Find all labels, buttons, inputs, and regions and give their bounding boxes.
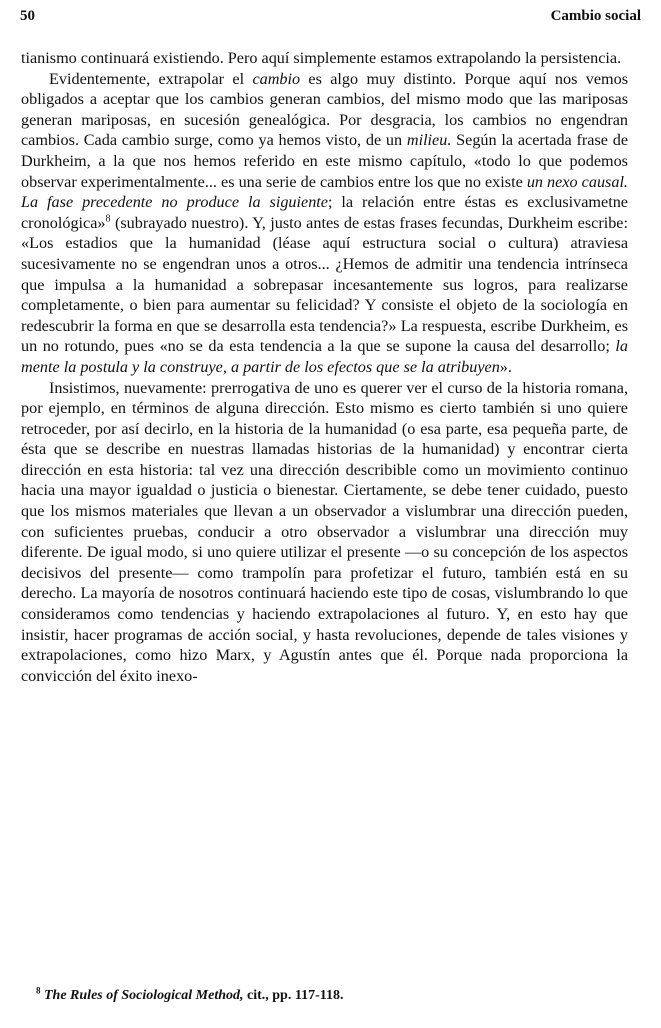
emphasis-cambio: cambio [252, 69, 301, 88]
paragraph-2: Evidentemente, extrapolar el cambio es algo muy distinto. Porque aquí nos vemos obligados a aceptar que los cambios generan cambios, del mismo modo que las mariposas generan mariposas, en sucesión genealógica. Por desgracia, los cambios no engendran cambios. Cada cambio surge, como ya hemos visto, de un milieu. Según la acertada frase de Durkheim, a la que nos hemos referido en este mismo capítulo, «todo lo que podemos observar experimentalmente... es una serie de cambios entre los que no existe un nexo causal. La fase precedente no produce la siguiente; la relación entre éstas es exclusivametne cronológica»$^8$ (subrayado nuestro). Y, justo antes de estas frases fecundas, Durkheim escribe: «Los estadios que la humanidad (léase aquí estructura social o cultura) atraviesa sucesivamente no se engendran unos a otros... ¿Hemos de admitir una tendencia intrínseca que impulsa a la humanidad a sobrepasar incesantemente sus logros, para realizarse completamente, o bien para aumentar su felicidad? Y consiste el objeto de la sociología en redescubrir la forma en que se desarrolla esta tendencia?» La respuesta, escribe Durkheim, es un no rotundo, pues «no se da esta tendencia a la que se supone la causa del desarrollo; la mente la postula y la construye, a partir de los efectos que se la atribuyen». [21, 69, 628, 376]
page-header [20, 8, 641, 32]
emphasis-quote-2: la mente la postula y la construye, a partir de los efectos que se la atribuyen [21, 337, 628, 376]
page-number: 50 [20, 8, 35, 24]
footnote [36, 985, 626, 1004]
footnote-title: The Rules of Sociological Method, [44, 988, 244, 1003]
paragraph-1: tianismo continuará existiendo. Pero aquí simplemente estamos extrapolando la persistencia. [21, 49, 622, 67]
running-title: Cambio social [550, 8, 641, 24]
emphasis-quote-1: un nexo causal. La fase precedente no produce la siguiente [21, 172, 628, 212]
emphasis-milieu: milieu. [406, 131, 452, 150]
footnote-citation: cit., pp. 117-118. [243, 988, 344, 1003]
body-text [21, 48, 628, 686]
footnote-ref: 8 [105, 213, 111, 225]
footnote-number: 8 [36, 985, 41, 996]
paragraph-3: Insistimos, nuevamente: prerrogativa de uno es querer ver el curso de la historia romana, por ejemplo, en términos de alguna dirección. Esto mismo es cierto también si uno quiere retroceder, por así decirlo, en la historia de la humanidad (o esa parte, esa pequeña parte, de ésta que se describe en nuestras llamadas historias de la humanidad) y encontrar cierta dirección en esta historia: tal vez una dirección describible como un movimiento continuo hacia una mayor igualdad o justicia o bienestar. Ciertamente, se debe tener cuidado, puesto que los mismos materiales que llevan a un observador a vislumbrar una dirección pueden, con suficientes pruebas, conducir a otro observador a vislumbrar una dirección muy diferente. De igual modo, si uno quiere utilizar el presente —o su concepción de los aspectos decisivos del presente— como trampolín para profetizar el futuro, también está en su derecho. La mayoría de nosotros continuará haciendo este tipo de cosas, vislumbrando lo que consideramos como tendencias y haciendo extrapolaciones al futuro. Y, en esto hay que insistir, hacer programas de acción social, y hasta revoluciones, depende de tales visiones y extrapolaciones, como hizo Marx, y Agustín antes que él. Porque nada proporciona la convicción del éxito inexo- [21, 378, 628, 685]
